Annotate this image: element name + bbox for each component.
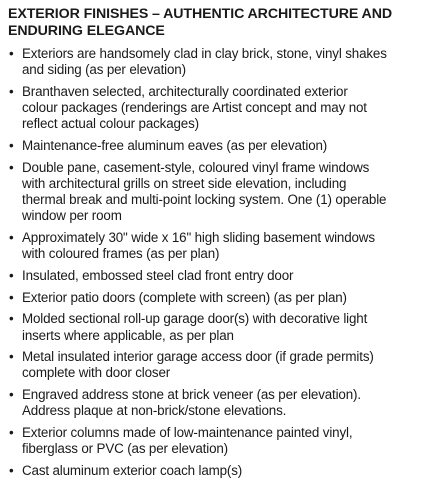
bullet-icon: • [9,425,14,441]
item-line: with architectural grills on street side elevation, including [22,175,347,191]
bullet-icon: • [9,462,14,478]
item-line: Maintenance-free aluminum eaves (as per elevation) [22,138,328,154]
features-list [8,46,430,479]
item-line: with coloured frames (as per plan) [22,246,220,262]
item-line: reflect actual colour packages) [22,116,199,132]
item-line: Address plaque at non-brick/stone elevations. [22,403,287,419]
item-line: Molded sectional roll-up garage door(s) with decorative light [22,311,368,327]
list-item [8,46,430,78]
bullet-icon: • [9,138,14,154]
bullet-icon: • [9,159,14,175]
bullet-icon: • [9,311,14,327]
item-line: Engraved address stone at brick veneer (as per elevation). [22,387,361,403]
list-item [8,387,430,419]
item-line: Metal insulated interior garage access door (if grade permits) [22,349,374,365]
list-item [8,349,430,381]
list-item [8,311,430,343]
item-line: Exterior columns made of low-maintenance painted vinyl, [22,425,353,441]
item-line: fiberglass or PVC (as per elevation) [22,441,228,457]
list-item [8,463,430,479]
item-line: Double pane, casement-style, coloured vinyl frame windows [22,159,370,175]
item-line: window per room [22,208,122,224]
item-line: Cast aluminum exterior coach lamp(s) [22,462,243,478]
bullet-icon: • [9,267,14,283]
item-line: inserts where applicable, as per plan [22,327,234,343]
bullet-icon: • [9,387,14,403]
list-item [8,138,430,154]
item-line: Approximately 30" wide x 16" high sliding basement windows [22,230,375,246]
bullet-icon: • [9,349,14,365]
list-item [8,230,430,262]
item-line: Exteriors are handsomely clad in clay brick, stone, vinyl shakes [22,46,387,61]
list-item [8,160,430,225]
bullet-icon: • [9,46,14,61]
list-item [8,84,430,133]
bullet-icon: • [9,83,14,99]
heading-line: EXTERIOR FINISHES – AUTHENTIC ARCHITECTURE AND [8,6,392,22]
item-line: Exterior patio doors (complete with screen) (as per plan) [22,289,347,305]
list-item [8,290,430,306]
item-line: and siding (as per elevation) [22,62,186,78]
item-line: complete with door closer [22,365,171,381]
item-line: Branthaven selected, architecturally coordinated exterior [22,83,348,99]
section-heading [8,6,430,40]
bullet-icon: • [9,289,14,305]
list-item [8,268,430,284]
item-line: thermal break and multi-point locking system. One (1) operable [22,192,387,208]
item-line: colour packages (renderings are Artist concept and may not [22,100,367,116]
list-item [8,425,430,457]
bullet-icon: • [9,230,14,246]
item-line: Insulated, embossed steel clad front entry door [22,267,294,283]
heading-line: ENDURING ELEGANCE [8,23,165,39]
